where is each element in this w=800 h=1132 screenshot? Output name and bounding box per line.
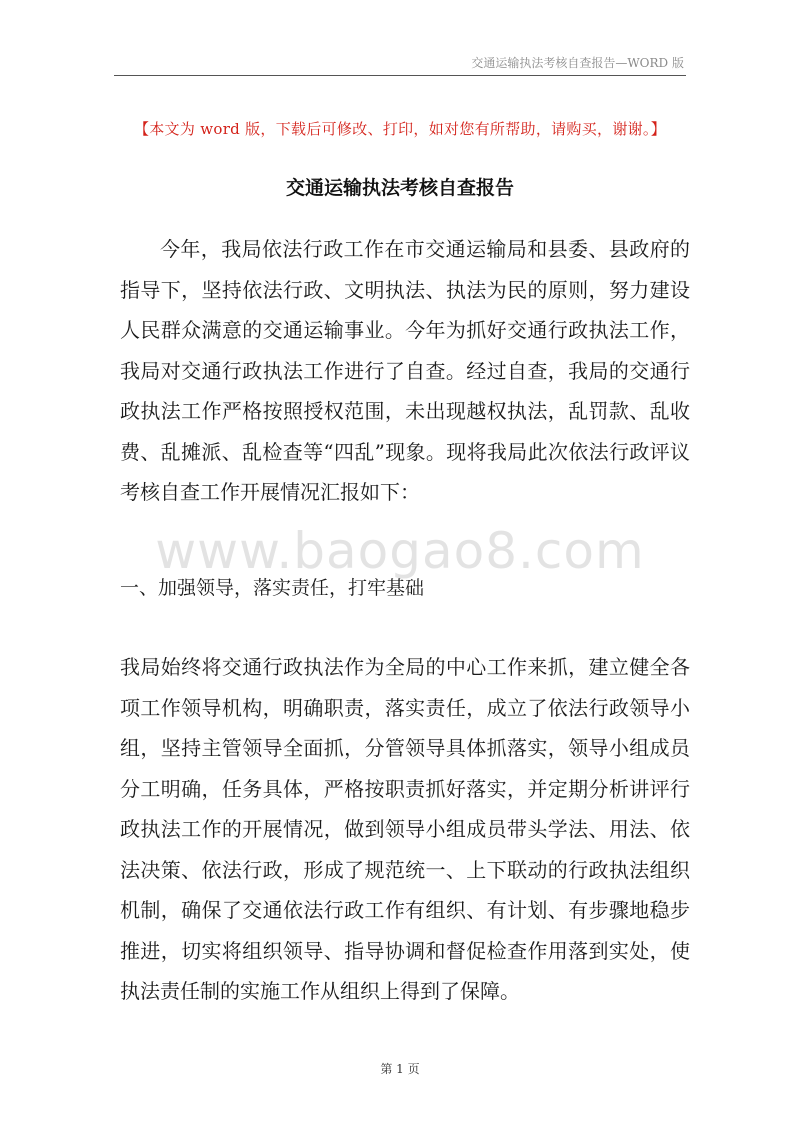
intro-paragraph: 今年，我局依法行政工作在市交通运输局和县委、县政府的指导下，坚持依法行政、文明执法、执法为民的原则，努力建设人民群众满意的交通运输事业。今年为抓好交通行政执法工作，我局对交通行政执法工作进行了自查。经过自查，我局的交通行政执法工作严格按照授权范围，未出现越权执法，乱罚款、乱收费、乱摊派、乱检查等“四乱”现象。现将我局此次依法行政评议考核自查工作开展情况汇报如下： — [120, 237, 690, 504]
watermark: www.baogao8.com — [155, 522, 645, 580]
running-header: 交通运输执法考核自查报告—WORD 版 — [471, 56, 684, 70]
section-heading: 一、加强领导，落实责任，打牢基础 — [120, 577, 425, 599]
header-divider — [114, 75, 686, 76]
purchase-notice: 【本文为 word 版，下载后可修改、打印，如对您有所帮助，请购买，谢谢。】 — [133, 120, 667, 138]
document-title: 交通运输执法考核自查报告 — [285, 177, 514, 199]
page-number: 第 1 页 — [380, 1062, 420, 1076]
section-body-paragraph: 我局始终将交通行政执法作为全局的中心工作来抓，建立健全各项工作领导机构，明确职责，落实责任，成立了依法行政领导小组，坚持主管领导全面抓，分管领导具体抓落实，领导小组成员分工明确，任务具体，严格按职责抓好落实，并定期分析讲评行政执法工作的开展情况，做到领导小组成员带头学法、用法、依法决策、依法行政，形成了规范统一、上下联动的行政执法组织机制，确保了交通依法行政工作有组织、有计划、有步骤地稳步推进，切实将组织领导、指导协调和督促检查作用落到实处，使执法责任制的实施工作从组织上得到了保障。 — [120, 655, 690, 1003]
